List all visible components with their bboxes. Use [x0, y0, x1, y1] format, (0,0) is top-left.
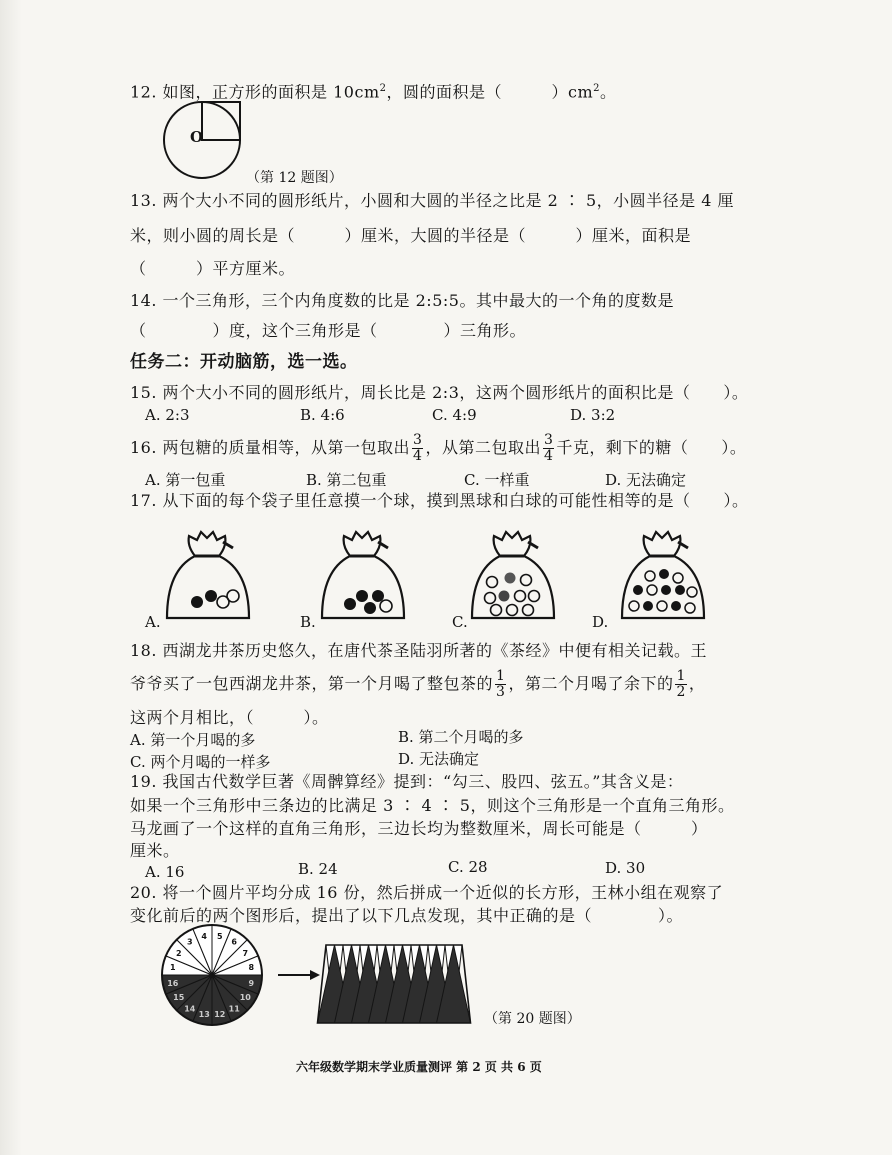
- sector-number: 7: [242, 948, 249, 958]
- question-16: 16. 两包糖的质量相等，从第一包取出 $\frac{3}{4}$ ，从第二包取出 $\frac{3}{4}$ 千克，剩下的糖（ ）。: [130, 432, 747, 464]
- q19-option-a: A. 16: [145, 863, 185, 881]
- q16-fraction-1: $\frac{3}{4}$: [413, 432, 423, 464]
- sector-number: 13: [198, 1010, 210, 1020]
- question-13-line-3: （ ）平方厘米。: [130, 259, 296, 278]
- question-18-line-3: 这两个月相比，（ ）。: [130, 708, 329, 727]
- question-12: 12. 如图，正方形的面积是 $10cm^2$，圆的面积是（ ）$cm^2$。: [130, 82, 617, 102]
- question-20-line-1: 20. 将一个圆片平均分成 16 份，然后拼成一个近似的长方形，王林小组在观察了: [130, 883, 724, 902]
- q17-label-d: D.: [592, 613, 609, 631]
- q16-option-a: A. 第一包重: [145, 471, 226, 489]
- q20-approximate-rectangle: [318, 945, 471, 1023]
- q20-caption: （第 20 题图）: [484, 1011, 581, 1027]
- page-footer: 六年级数学期末学业质量测评 第 2 页 共 6 页: [296, 1060, 542, 1074]
- question-14-line-1: 14. 一个三角形，三个内角度数的比是 2:5:5。其中最大的一个角的度数是: [130, 291, 674, 310]
- bag-d: [622, 532, 704, 618]
- q20-divided-circle: [162, 925, 262, 1025]
- sector-number: 14: [184, 1004, 196, 1014]
- question-17: 17. 从下面的每个袋子里任意摸一个球，摸到黑球和白球的可能性相等的是（ ）。: [130, 491, 749, 510]
- sector-number: 3: [186, 937, 193, 947]
- section-title: 任务二：开动脑筋，选一选。: [130, 352, 358, 372]
- question-20-line-2: 变化前后的两个图形后，提出了以下几点发现，其中正确的是（ ）。: [130, 906, 684, 925]
- question-13-line-2: 米，则小圆的周长是（ ）厘米，大圆的半径是（ ）厘米，面积是: [130, 226, 692, 245]
- sector-number: 11: [228, 1004, 240, 1014]
- q15-option-c: C. 4:9: [432, 406, 477, 424]
- sector-number: 6: [231, 937, 238, 947]
- q18-option-c: C. 两个月喝的一样多: [130, 753, 271, 771]
- q17-label-a: A.: [145, 613, 161, 631]
- q19-option-c: C. 28: [448, 858, 488, 876]
- question-14-line-2: （ ）度，这个三角形是（ ）三角形。: [130, 321, 527, 340]
- question-19-line-2: 如果一个三角形中三条边的比满足 3 ∶ 4 ∶ 5，则这个三角形是一个直角三角形。: [130, 796, 735, 815]
- q18-option-b: B. 第二个月喝的多: [398, 728, 524, 746]
- bag-b: [322, 532, 404, 618]
- sector-number: 15: [173, 993, 185, 1003]
- q20-arrow: [278, 970, 320, 980]
- question-18-line-2: 爷爷买了一包西湖龙井茶，第一个月喝了整包茶的 $\frac{1}{3}$ ，第二个月喝了余下的 $\frac{1}{2}$ ，: [130, 668, 706, 700]
- bag-a: [167, 532, 249, 618]
- q16-option-d: D. 无法确定: [605, 471, 687, 489]
- sector-number: 5: [217, 931, 223, 941]
- q12-caption: （第 12 题图）: [246, 170, 343, 186]
- q12-figure-circle-square: [160, 100, 250, 180]
- question-19-line-4: 厘米。: [130, 841, 180, 860]
- question-19-line-1: 19. 我国古代数学巨著《周髀算经》提到：“勾三、股四、弦五。”其含义是：: [130, 772, 684, 791]
- sector-number: 10: [239, 993, 251, 1003]
- question-18-line-1: 18. 西湖龙井茶历史悠久，在唐代茶圣陆羽所著的《茶经》中便有相关记载。王: [130, 641, 708, 660]
- sector-number: 8: [248, 963, 255, 973]
- q17-label-b: B.: [300, 613, 316, 631]
- sector-number: 16: [167, 978, 179, 988]
- q16-option-b: B. 第二包重: [306, 471, 387, 489]
- q19-option-b: B. 24: [298, 860, 338, 878]
- q15-option-b: B. 4:6: [300, 406, 345, 424]
- q12-center-label: O: [190, 128, 204, 146]
- q18-option-a: A. 第一个月喝的多: [130, 731, 256, 749]
- sector-number: 1: [169, 963, 176, 973]
- question-19-line-3: 马龙画了一个这样的直角三角形，三边长均为整数厘米，周长可能是（ ）: [130, 819, 708, 838]
- q15-option-d: D. 3:2: [570, 406, 616, 424]
- q20-circle-to-rectangle-figure: [160, 925, 500, 1035]
- q16-option-c: C. 一样重: [464, 471, 530, 489]
- question-13-line-1: 13. 两个大小不同的圆形纸片，小圆和大圆的半径之比是 2 ∶ 5，小圆半径是 4 厘: [130, 191, 735, 210]
- question-15: 15. 两个大小不同的圆形纸片，周长比是 2:3，这两个圆形纸片的面积比是（ ）。: [130, 383, 749, 402]
- sector-number: 9: [248, 978, 255, 988]
- q18-fraction-1: $\frac{1}{3}$: [496, 668, 506, 700]
- q19-option-d: D. 30: [605, 859, 646, 877]
- bag-c: [472, 532, 554, 618]
- q18-fraction-2: $\frac{1}{2}$: [676, 668, 686, 700]
- sector-number: 2: [175, 948, 182, 958]
- page-edge-shadow: [0, 0, 22, 1155]
- q18-option-d: D. 无法确定: [398, 750, 480, 768]
- q16-fraction-2: $\frac{3}{4}$: [543, 432, 554, 464]
- sector-number: 4: [201, 931, 207, 941]
- q17-label-c: C.: [452, 613, 468, 631]
- sector-number: 12: [214, 1010, 226, 1020]
- q15-option-a: A. 2:3: [145, 406, 190, 424]
